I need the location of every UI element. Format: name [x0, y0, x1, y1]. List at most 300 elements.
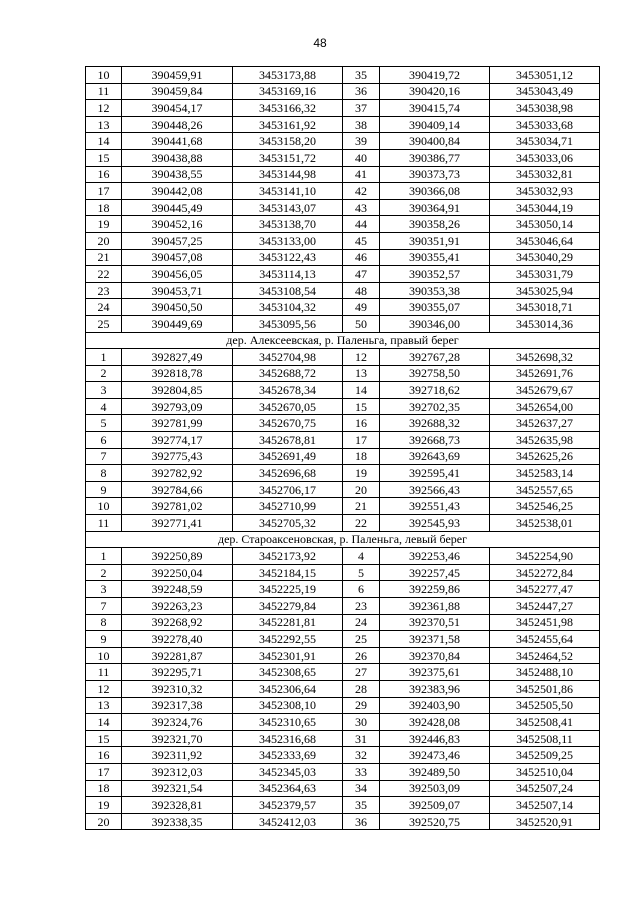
- cell-point-right: 33: [343, 763, 380, 780]
- cell-y-left: 3452306,64: [233, 680, 343, 697]
- cell-x-right: 390364,91: [380, 199, 490, 216]
- cell-point-left: 15: [86, 730, 122, 747]
- cell-y-left: 3452364,63: [233, 780, 343, 797]
- section-header-row: [86, 531, 600, 548]
- cell-x-right: 392668,73: [380, 432, 490, 449]
- cell-point-left: 20: [86, 813, 122, 830]
- cell-point-left: 18: [86, 780, 122, 797]
- cell-x-right: 390420,16: [380, 83, 490, 100]
- cell-point-right: 34: [343, 780, 380, 797]
- cell-x-left: 390449,69: [122, 315, 233, 332]
- cell-point-left: 10: [86, 498, 122, 515]
- cell-y-left: 3452688,72: [233, 365, 343, 382]
- cell-x-right: 392702,35: [380, 398, 490, 415]
- cell-point-right: 22: [343, 515, 380, 532]
- cell-point-left: 1: [86, 349, 122, 366]
- table-row: [86, 581, 600, 598]
- cell-x-left: 390457,25: [122, 232, 233, 249]
- cell-point-left: 18: [86, 199, 122, 216]
- cell-y-right: 3452509,25: [490, 747, 600, 764]
- cell-y-left: 3453158,20: [233, 133, 343, 150]
- cell-y-right: 3452272,84: [490, 564, 600, 581]
- cell-y-left: 3452308,65: [233, 664, 343, 681]
- cell-x-right: 392489,50: [380, 763, 490, 780]
- cell-point-right: 32: [343, 747, 380, 764]
- cell-point-right: 38: [343, 116, 380, 133]
- section-header-row: [86, 332, 600, 349]
- cell-x-right: 392383,96: [380, 680, 490, 697]
- cell-point-left: 25: [86, 315, 122, 332]
- cell-x-right: 392509,07: [380, 797, 490, 814]
- cell-x-left: 392793,09: [122, 398, 233, 415]
- cell-x-left: 392324,76: [122, 714, 233, 731]
- cell-x-left: 392310,32: [122, 680, 233, 697]
- table-row: [86, 763, 600, 780]
- table-row: [86, 116, 600, 133]
- cell-y-right: 3452505,50: [490, 697, 600, 714]
- cell-x-left: 392295,71: [122, 664, 233, 681]
- cell-x-right: 392403,90: [380, 697, 490, 714]
- table-row: [86, 647, 600, 664]
- cell-point-left: 14: [86, 133, 122, 150]
- cell-y-left: 3452670,75: [233, 415, 343, 432]
- cell-y-left: 3453169,16: [233, 83, 343, 100]
- table-row: [86, 664, 600, 681]
- cell-x-left: 392775,43: [122, 448, 233, 465]
- cell-x-left: 390453,71: [122, 282, 233, 299]
- cell-point-left: 20: [86, 232, 122, 249]
- table-row: [86, 631, 600, 648]
- cell-x-right: 392361,88: [380, 598, 490, 615]
- cell-point-right: 23: [343, 598, 380, 615]
- cell-x-right: 390355,07: [380, 299, 490, 316]
- cell-y-right: 3452654,00: [490, 398, 600, 415]
- cell-point-right: 44: [343, 216, 380, 233]
- table-row: [86, 548, 600, 565]
- cell-point-left: 3: [86, 581, 122, 598]
- cell-y-left: 3453104,32: [233, 299, 343, 316]
- cell-y-left: 3452412,03: [233, 813, 343, 830]
- coordinates-table-body: [86, 67, 600, 830]
- cell-x-left: 390452,16: [122, 216, 233, 233]
- cell-x-left: 392250,04: [122, 564, 233, 581]
- cell-y-right: 3453025,94: [490, 282, 600, 299]
- cell-y-left: 3453114,13: [233, 266, 343, 283]
- cell-y-left: 3452301,91: [233, 647, 343, 664]
- cell-y-left: 3453141,10: [233, 183, 343, 200]
- cell-x-left: 390459,91: [122, 67, 233, 84]
- cell-point-right: 49: [343, 299, 380, 316]
- table-row: [86, 680, 600, 697]
- table-row: [86, 299, 600, 316]
- cell-x-right: 392375,61: [380, 664, 490, 681]
- cell-y-left: 3453161,92: [233, 116, 343, 133]
- cell-y-right: 3452698,32: [490, 349, 600, 366]
- table-row: [86, 432, 600, 449]
- cell-point-left: 8: [86, 614, 122, 631]
- cell-x-right: 392520,75: [380, 813, 490, 830]
- cell-y-right: 3452510,04: [490, 763, 600, 780]
- cell-y-left: 3452706,17: [233, 481, 343, 498]
- cell-y-right: 3452679,67: [490, 382, 600, 399]
- cell-x-right: 392718,62: [380, 382, 490, 399]
- cell-y-right: 3453050,14: [490, 216, 600, 233]
- cell-y-right: 3453031,79: [490, 266, 600, 283]
- cell-y-left: 3453095,56: [233, 315, 343, 332]
- table-row: [86, 266, 600, 283]
- cell-x-right: 392370,84: [380, 647, 490, 664]
- cell-point-right: 20: [343, 481, 380, 498]
- table-row: [86, 133, 600, 150]
- cell-y-left: 3452308,10: [233, 697, 343, 714]
- cell-point-right: 42: [343, 183, 380, 200]
- cell-x-right: 390358,26: [380, 216, 490, 233]
- cell-x-left: 392311,92: [122, 747, 233, 764]
- cell-point-right: 27: [343, 664, 380, 681]
- cell-point-left: 7: [86, 448, 122, 465]
- cell-x-left: 392781,02: [122, 498, 233, 515]
- cell-y-left: 3453173,88: [233, 67, 343, 84]
- table-row: [86, 216, 600, 233]
- cell-y-right: 3453032,81: [490, 166, 600, 183]
- cell-x-right: 392473,46: [380, 747, 490, 764]
- table-row: [86, 166, 600, 183]
- cell-point-right: 6: [343, 581, 380, 598]
- cell-y-left: 3452184,15: [233, 564, 343, 581]
- cell-point-left: 8: [86, 465, 122, 482]
- cell-y-right: 3452464,52: [490, 647, 600, 664]
- cell-y-left: 3452691,49: [233, 448, 343, 465]
- cell-x-right: 390355,41: [380, 249, 490, 266]
- cell-y-left: 3452279,84: [233, 598, 343, 615]
- cell-x-left: 390459,84: [122, 83, 233, 100]
- cell-y-right: 3453032,93: [490, 183, 600, 200]
- cell-point-left: 19: [86, 797, 122, 814]
- table-row: [86, 730, 600, 747]
- table-row: [86, 813, 600, 830]
- table-row: [86, 149, 600, 166]
- cell-x-right: 392595,41: [380, 465, 490, 482]
- cell-x-right: 392259,86: [380, 581, 490, 598]
- cell-point-right: 17: [343, 432, 380, 449]
- cell-point-right: 46: [343, 249, 380, 266]
- cell-point-left: 7: [86, 598, 122, 615]
- cell-x-right: 392566,43: [380, 481, 490, 498]
- cell-y-left: 3452292,55: [233, 631, 343, 648]
- cell-x-left: 392328,81: [122, 797, 233, 814]
- cell-x-left: 390450,50: [122, 299, 233, 316]
- cell-x-right: 390346,00: [380, 315, 490, 332]
- cell-x-right: 390352,57: [380, 266, 490, 283]
- table-row: [86, 83, 600, 100]
- cell-point-right: 41: [343, 166, 380, 183]
- cell-y-left: 3452704,98: [233, 349, 343, 366]
- table-row: [86, 697, 600, 714]
- table-row: [86, 183, 600, 200]
- cell-y-right: 3452508,41: [490, 714, 600, 731]
- cell-y-right: 3453051,12: [490, 67, 600, 84]
- cell-point-left: 13: [86, 116, 122, 133]
- cell-x-right: 392551,43: [380, 498, 490, 515]
- cell-point-left: 12: [86, 100, 122, 117]
- table-row: [86, 199, 600, 216]
- cell-y-right: 3452557,65: [490, 481, 600, 498]
- cell-point-left: 12: [86, 680, 122, 697]
- cell-point-right: 24: [343, 614, 380, 631]
- table-row: [86, 714, 600, 731]
- cell-point-left: 16: [86, 166, 122, 183]
- cell-point-right: 40: [343, 149, 380, 166]
- cell-y-left: 3452345,03: [233, 763, 343, 780]
- cell-y-left: 3452379,57: [233, 797, 343, 814]
- cell-x-left: 390441,68: [122, 133, 233, 150]
- cell-point-right: 45: [343, 232, 380, 249]
- cell-y-right: 3452691,76: [490, 365, 600, 382]
- cell-x-right: 392643,69: [380, 448, 490, 465]
- cell-y-right: 3453033,06: [490, 149, 600, 166]
- cell-x-right: 390366,08: [380, 183, 490, 200]
- cell-point-left: 11: [86, 664, 122, 681]
- cell-x-left: 390438,55: [122, 166, 233, 183]
- table-row: [86, 349, 600, 366]
- cell-point-right: 39: [343, 133, 380, 150]
- cell-point-left: 4: [86, 398, 122, 415]
- cell-y-right: 3453034,71: [490, 133, 600, 150]
- cell-x-left: 392250,89: [122, 548, 233, 565]
- cell-y-right: 3452625,26: [490, 448, 600, 465]
- cell-y-right: 3452546,25: [490, 498, 600, 515]
- cell-x-right: 392257,45: [380, 564, 490, 581]
- cell-point-left: 19: [86, 216, 122, 233]
- coordinates-table: [85, 66, 600, 830]
- table-row: [86, 564, 600, 581]
- cell-x-left: 392321,70: [122, 730, 233, 747]
- cell-point-right: 28: [343, 680, 380, 697]
- cell-x-left: 392827,49: [122, 349, 233, 366]
- table-row: [86, 382, 600, 399]
- cell-point-left: 9: [86, 631, 122, 648]
- cell-point-left: 23: [86, 282, 122, 299]
- cell-point-right: 30: [343, 714, 380, 731]
- cell-x-left: 390438,88: [122, 149, 233, 166]
- cell-x-left: 392784,66: [122, 481, 233, 498]
- cell-y-left: 3453133,00: [233, 232, 343, 249]
- table-row: [86, 249, 600, 266]
- cell-y-right: 3452507,24: [490, 780, 600, 797]
- cell-y-right: 3453033,68: [490, 116, 600, 133]
- cell-x-right: 390353,38: [380, 282, 490, 299]
- page-number: 48: [313, 36, 327, 50]
- table-row: [86, 515, 600, 532]
- cell-y-left: 3453143,07: [233, 199, 343, 216]
- cell-y-right: 3453038,98: [490, 100, 600, 117]
- cell-point-right: 43: [343, 199, 380, 216]
- cell-point-right: 36: [343, 813, 380, 830]
- cell-point-left: 5: [86, 415, 122, 432]
- cell-y-right: 3452520,91: [490, 813, 600, 830]
- cell-point-left: 17: [86, 763, 122, 780]
- cell-y-left: 3452696,68: [233, 465, 343, 482]
- table-row: [86, 365, 600, 382]
- cell-x-left: 392774,17: [122, 432, 233, 449]
- cell-point-right: 21: [343, 498, 380, 515]
- cell-x-right: 392428,08: [380, 714, 490, 731]
- cell-y-right: 3452583,14: [490, 465, 600, 482]
- cell-point-right: 13: [343, 365, 380, 382]
- cell-y-left: 3453138,70: [233, 216, 343, 233]
- table-row: [86, 797, 600, 814]
- cell-x-right: 390409,14: [380, 116, 490, 133]
- table-row: [86, 614, 600, 631]
- cell-point-left: 6: [86, 432, 122, 449]
- table-row: [86, 498, 600, 515]
- table-row: [86, 598, 600, 615]
- cell-x-left: 392818,78: [122, 365, 233, 382]
- cell-y-right: 3453018,71: [490, 299, 600, 316]
- table-row: [86, 448, 600, 465]
- cell-point-left: 1: [86, 548, 122, 565]
- cell-point-right: 19: [343, 465, 380, 482]
- cell-y-left: 3452678,81: [233, 432, 343, 449]
- cell-y-right: 3453014,36: [490, 315, 600, 332]
- cell-point-right: 25: [343, 631, 380, 648]
- cell-y-right: 3452455,64: [490, 631, 600, 648]
- table-row: [86, 398, 600, 415]
- cell-point-left: 24: [86, 299, 122, 316]
- cell-y-left: 3452678,34: [233, 382, 343, 399]
- table-row: [86, 232, 600, 249]
- cell-point-right: 48: [343, 282, 380, 299]
- cell-x-right: 390373,73: [380, 166, 490, 183]
- cell-point-right: 26: [343, 647, 380, 664]
- section-title: дер. Староаксеновская, р. Паленьга, левый берег: [86, 531, 600, 548]
- cell-y-right: 3452635,98: [490, 432, 600, 449]
- cell-point-left: 22: [86, 266, 122, 283]
- cell-point-left: 10: [86, 67, 122, 84]
- cell-point-right: 16: [343, 415, 380, 432]
- table-row: [86, 282, 600, 299]
- cell-x-right: 390400,84: [380, 133, 490, 150]
- cell-point-left: 14: [86, 714, 122, 731]
- cell-x-right: 390386,77: [380, 149, 490, 166]
- cell-x-left: 392248,59: [122, 581, 233, 598]
- cell-x-right: 392370,51: [380, 614, 490, 631]
- cell-x-left: 390457,08: [122, 249, 233, 266]
- cell-point-right: 35: [343, 67, 380, 84]
- cell-y-right: 3452538,01: [490, 515, 600, 532]
- cell-y-right: 3452637,27: [490, 415, 600, 432]
- cell-y-left: 3452173,92: [233, 548, 343, 565]
- cell-point-left: 2: [86, 365, 122, 382]
- cell-y-left: 3453122,43: [233, 249, 343, 266]
- cell-x-left: 392771,41: [122, 515, 233, 532]
- cell-x-right: 390351,91: [380, 232, 490, 249]
- cell-point-left: 2: [86, 564, 122, 581]
- cell-y-right: 3452451,98: [490, 614, 600, 631]
- cell-point-left: 21: [86, 249, 122, 266]
- cell-point-right: 5: [343, 564, 380, 581]
- cell-y-left: 3452281,81: [233, 614, 343, 631]
- cell-x-left: 392268,92: [122, 614, 233, 631]
- cell-point-right: 50: [343, 315, 380, 332]
- cell-y-right: 3453043,49: [490, 83, 600, 100]
- cell-x-left: 392782,92: [122, 465, 233, 482]
- section-title: дер. Алексеевская, р. Паленьга, правый берег: [86, 332, 600, 349]
- cell-point-right: 14: [343, 382, 380, 399]
- cell-y-left: 3452670,05: [233, 398, 343, 415]
- cell-point-left: 10: [86, 647, 122, 664]
- cell-x-left: 390456,05: [122, 266, 233, 283]
- cell-x-left: 392338,35: [122, 813, 233, 830]
- cell-x-left: 392312,03: [122, 763, 233, 780]
- cell-x-right: 392446,83: [380, 730, 490, 747]
- table-row: [86, 465, 600, 482]
- cell-x-right: 390419,72: [380, 67, 490, 84]
- cell-x-left: 392804,85: [122, 382, 233, 399]
- cell-x-left: 392278,40: [122, 631, 233, 648]
- cell-x-right: 392253,46: [380, 548, 490, 565]
- cell-point-right: 18: [343, 448, 380, 465]
- cell-y-right: 3452508,11: [490, 730, 600, 747]
- cell-y-right: 3452277,47: [490, 581, 600, 598]
- cell-y-left: 3453144,98: [233, 166, 343, 183]
- cell-x-left: 392781,99: [122, 415, 233, 432]
- cell-y-right: 3452447,27: [490, 598, 600, 615]
- cell-x-right: 392688,32: [380, 415, 490, 432]
- cell-y-right: 3453046,64: [490, 232, 600, 249]
- cell-point-right: 12: [343, 349, 380, 366]
- cell-point-left: 13: [86, 697, 122, 714]
- cell-x-left: 392263,23: [122, 598, 233, 615]
- cell-point-left: 3: [86, 382, 122, 399]
- cell-x-left: 392317,38: [122, 697, 233, 714]
- table-row: [86, 481, 600, 498]
- cell-y-left: 3453151,72: [233, 149, 343, 166]
- cell-y-left: 3453166,32: [233, 100, 343, 117]
- cell-x-left: 390448,26: [122, 116, 233, 133]
- cell-y-left: 3453108,54: [233, 282, 343, 299]
- cell-point-right: 4: [343, 548, 380, 565]
- cell-point-left: 16: [86, 747, 122, 764]
- table-row: [86, 415, 600, 432]
- cell-x-right: 392503,09: [380, 780, 490, 797]
- table-row: [86, 315, 600, 332]
- cell-y-left: 3452310,65: [233, 714, 343, 731]
- table-row: [86, 100, 600, 117]
- cell-point-right: 31: [343, 730, 380, 747]
- cell-point-right: 37: [343, 100, 380, 117]
- cell-point-left: 11: [86, 83, 122, 100]
- cell-y-right: 3452507,14: [490, 797, 600, 814]
- cell-x-left: 392321,54: [122, 780, 233, 797]
- cell-point-right: 35: [343, 797, 380, 814]
- cell-point-left: 11: [86, 515, 122, 532]
- cell-y-right: 3452501,86: [490, 680, 600, 697]
- cell-point-right: 47: [343, 266, 380, 283]
- cell-x-right: 390415,74: [380, 100, 490, 117]
- cell-point-right: 15: [343, 398, 380, 415]
- cell-x-left: 390454,17: [122, 100, 233, 117]
- cell-x-left: 390442,08: [122, 183, 233, 200]
- cell-point-left: 9: [86, 481, 122, 498]
- cell-x-right: 392371,58: [380, 631, 490, 648]
- cell-y-left: 3452705,32: [233, 515, 343, 532]
- cell-point-right: 29: [343, 697, 380, 714]
- cell-point-right: 36: [343, 83, 380, 100]
- table-row: [86, 747, 600, 764]
- cell-y-left: 3452225,19: [233, 581, 343, 598]
- cell-x-left: 392281,87: [122, 647, 233, 664]
